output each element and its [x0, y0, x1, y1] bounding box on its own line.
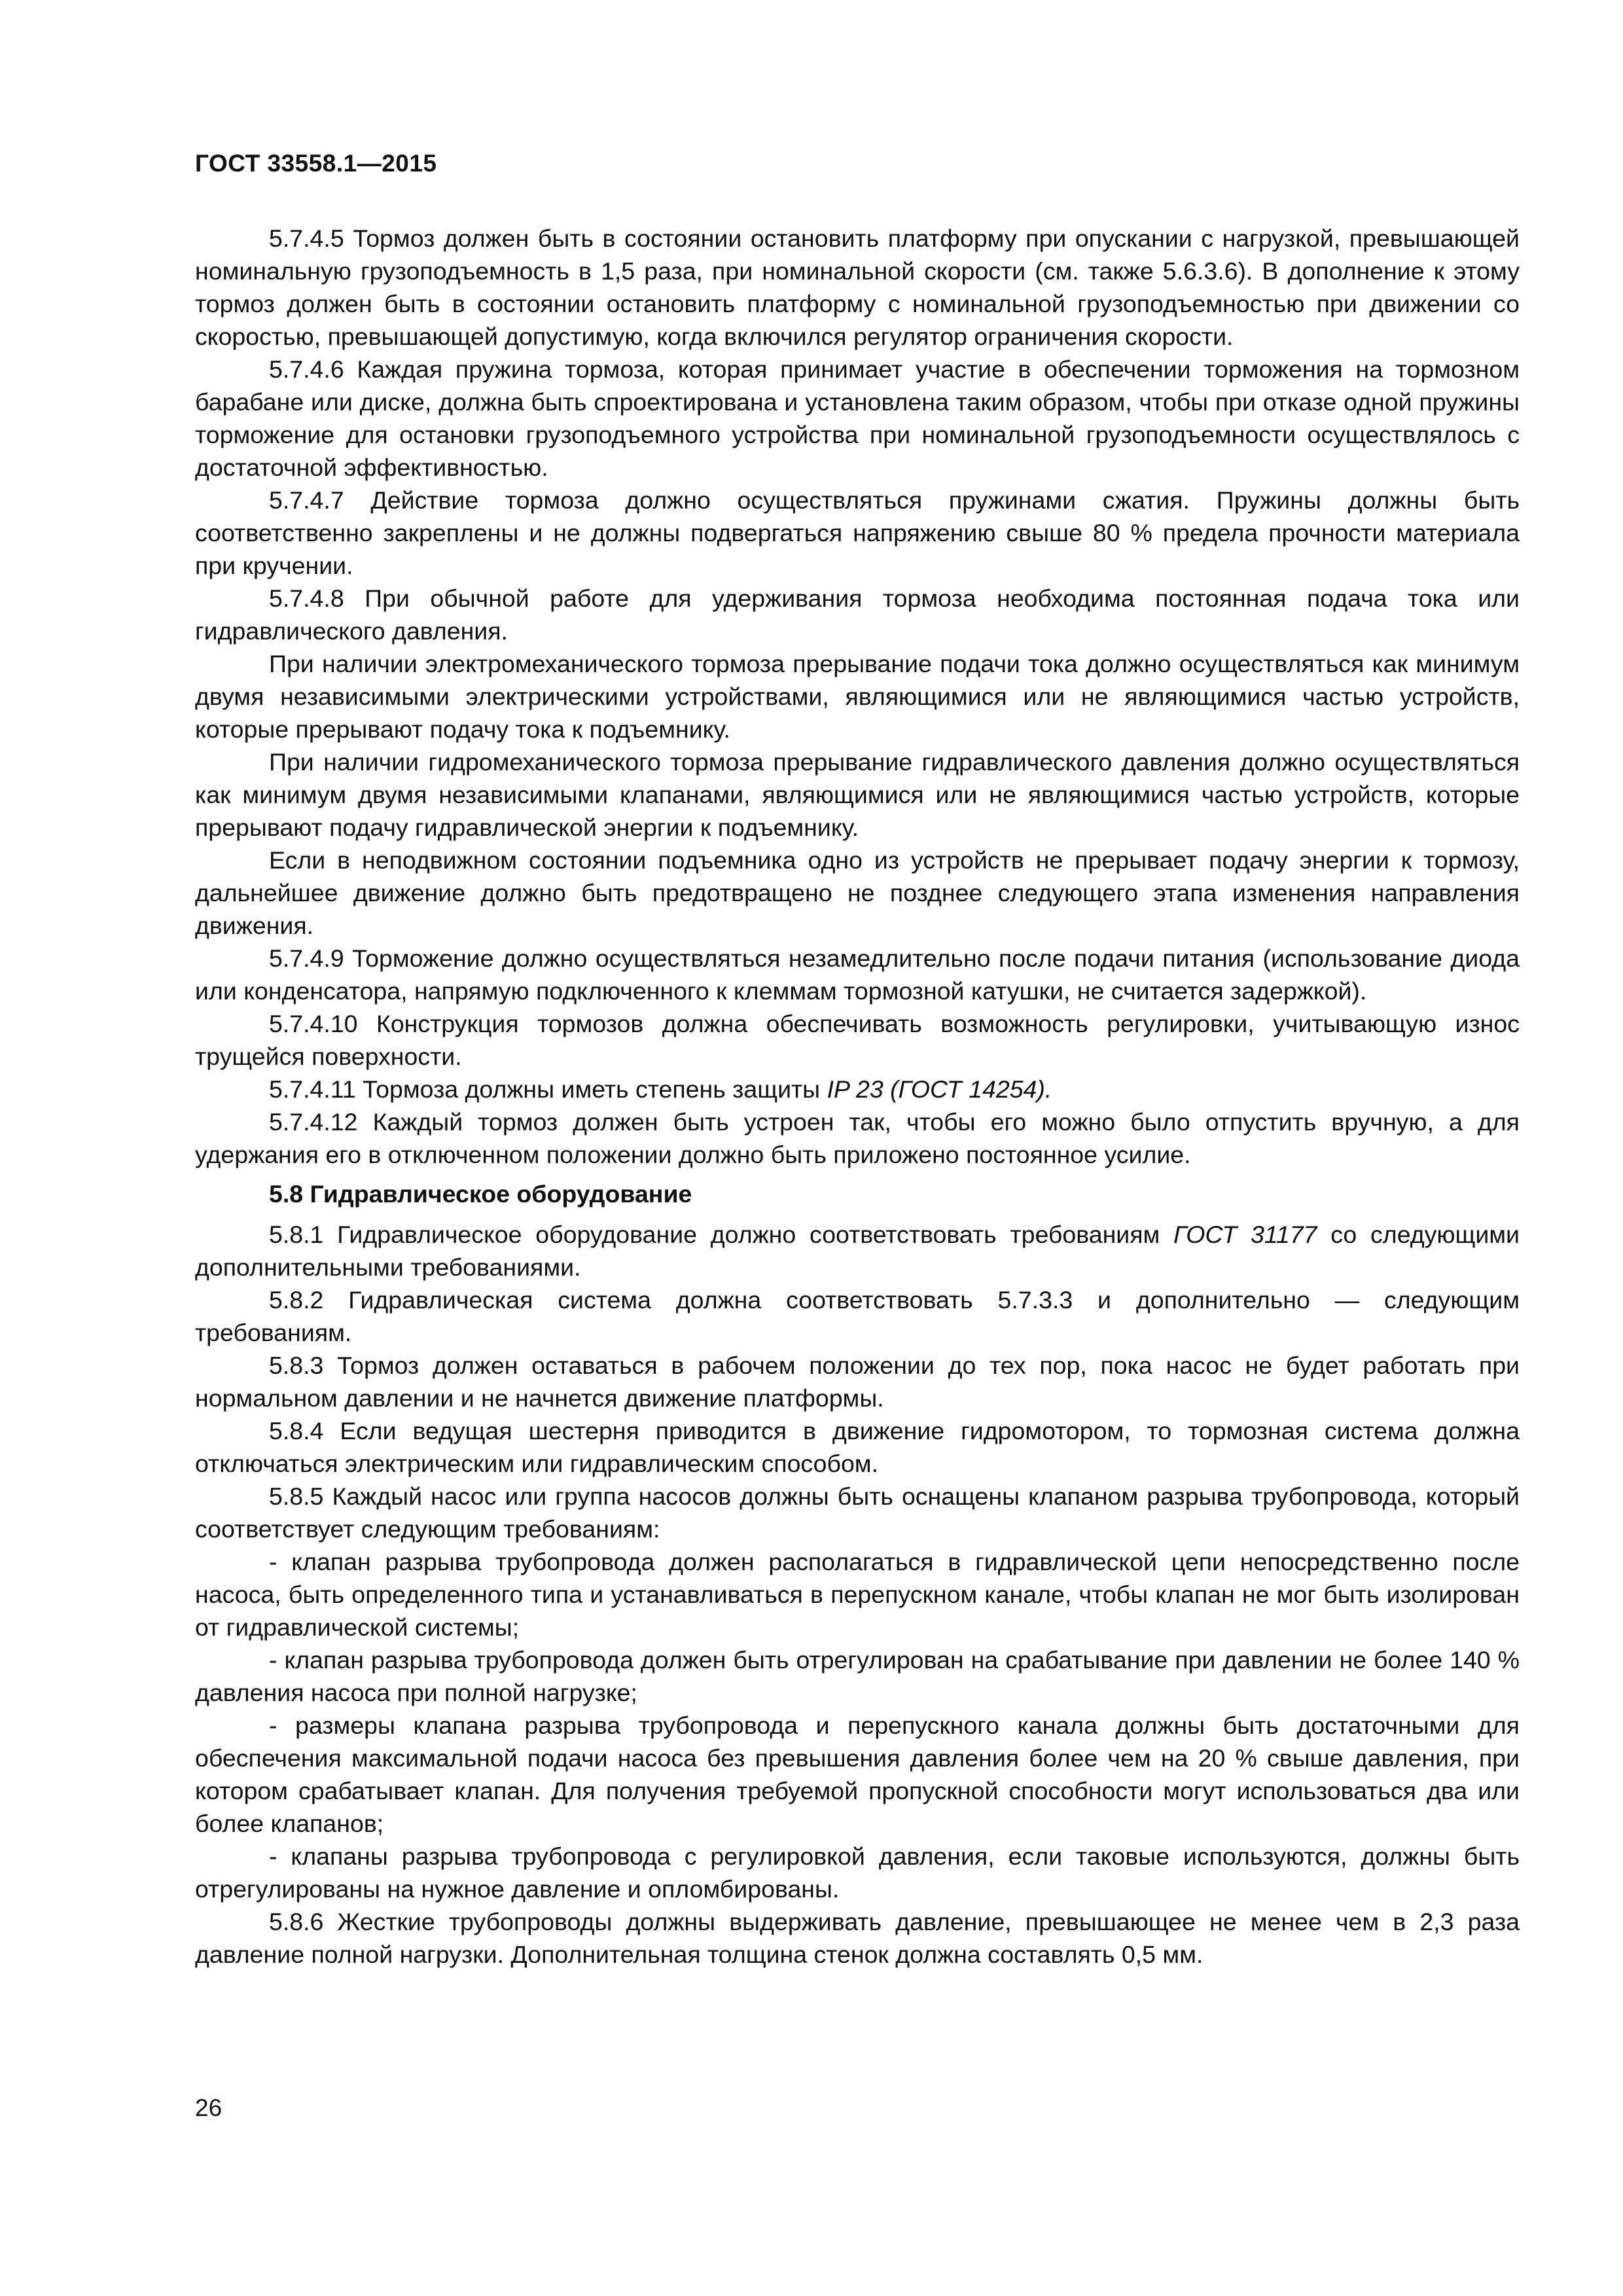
standard-reference: ГОСТ 31177	[1173, 1221, 1317, 1248]
paragraph: Если в неподвижном состоянии подъемника одно из устройств не прерывает подачу энергии к тормозу, дальнейшее движение должно быть предотвращено не позднее следующего этапа изменения направления движения.	[195, 846, 1520, 939]
page-number: 26	[195, 2094, 223, 2121]
paragraph: 5.8.5 Каждый насос или группа насосов должны быть оснащены клапаном разрыва трубопровода, который соответствует следующим требованиям:	[195, 1482, 1520, 1543]
list-item: - клапан разрыва трубопровода должен располагаться в гидравлической цепи непосредственно после насоса, быть определенного типа и устанавливаться в перепускном канале, чтобы клапан не мог быть изолирован от гидравлической системы;	[195, 1548, 1520, 1641]
paragraph: 5.7.4.10 Конструкция тормозов должна обеспечивать возможность регулировки, учитывающую износ трущейся поверхности.	[195, 1010, 1520, 1070]
list-item: - клапаны разрыва трубопровода с регулировкой давления, если таковые используются, должны быть отрегулированы на нужное давление и опломбированы.	[195, 1842, 1520, 1903]
section-title: 5.8 Гидравлическое оборудование	[269, 1180, 692, 1208]
paragraph: 5.8.6 Жесткие трубопроводы должны выдерживать давление, превышающее не менее чем в 2,3 раза давление полной нагрузки. Дополнительная толщина стенок должна составлять 0,5 мм.	[195, 1908, 1520, 1968]
paragraph: 5.8.1 Гидравлическое оборудование должно соответствовать требованиям ГОСТ 31177 со следующими дополнительными требованиями.	[195, 1221, 1520, 1281]
paragraph: 5.8.4 Если ведущая шестерня приводится в движение гидромотором, то тормозная система должна отключаться электрическим или гидравлическим способом.	[195, 1417, 1520, 1477]
list-item: - размеры клапана разрыва трубопровода и перепускного канала должны быть достаточными для обеспечения максимальной подачи насоса без превышения давления более чем на 20 % свыше давления, при котором срабатывает клапан. Для получения требуемой пропускной способности могут использоваться два или более клапанов;	[195, 1712, 1520, 1837]
body-text	[195, 222, 1520, 1971]
paragraph: 5.7.4.6 Каждая пружина тормоза, которая принимает участие в обеспечении торможения на тормозном барабане или диске, должна быть спроектирована и установлена таким образом, чтобы при отказе одной пружины торможение для остановки грузоподъемного устройства при номинальной грузоподъемности осуществлялось с достаточной эффективностью.	[195, 355, 1520, 481]
paragraph: 5.7.4.5 Тормоз должен быть в состоянии остановить платформу при опускании с нагрузкой, превышающей номинальную грузоподъемность в 1,5 раза, при номинальной скорости (см. также 5.6.3.6). В дополнение к этому тормоз должен быть в состоянии остановить платформу с номинальной грузоподъемностью при движении со скоростью, превышающей допустимую, когда включился регулятор ограничения скорости.	[195, 224, 1520, 350]
paragraph: При наличии гидромеханического тормоза прерывание гидравлического давления должно осуществляться как минимум двумя независимыми клапанами, являющимися или не являющимися частью устройств, которые прерывают подачу гидравлической энергии к подъемнику.	[195, 748, 1520, 841]
standard-header: ГОСТ 33558.1—2015	[195, 150, 437, 177]
paragraph: 5.8.2 Гидравлическая система должна соответствовать 5.7.3.3 и дополнительно — следующим требованиям.	[195, 1286, 1520, 1346]
paragraph: При наличии электромеханического тормоза прерывание подачи тока должно осуществляться как минимум двумя независимыми электрическими устройствами, являющимися или не являющимися частью устройств, которые прерывают подачу тока к подъемнику.	[195, 650, 1520, 743]
paragraph: 5.7.4.12 Каждый тормоз должен быть устроен так, чтобы его можно было отпустить вручную, а для удержания его в отключенном положении должно быть приложено постоянное усилие.	[195, 1108, 1520, 1168]
paragraph: 5.8.3 Тормоз должен оставаться в рабочем положении до тех пор, пока насос не будет работать при нормальном давлении и не начнется движение платформы.	[195, 1352, 1520, 1412]
paragraph: 5.7.4.9 Торможение должно осуществляться незамедлительно после подачи питания (использование диода или конденсатора, напрямую подключенного к клеммам тормозной катушки, не считается задержкой).	[195, 944, 1520, 1005]
paragraph: 5.7.4.7 Действие тормоза должно осуществляться пружинами сжатия. Пружины должны быть соответственно закреплены и не должны подвергаться напряжению свыше 80 % предела прочности материала при кручении.	[195, 486, 1520, 579]
paragraph: 5.7.4.11 Тормоза должны иметь степень защиты IP 23 (ГОСТ 14254).	[269, 1075, 1052, 1103]
standard-reference: IP 23 (ГОСТ 14254).	[827, 1075, 1052, 1103]
list-item: - клапан разрыва трубопровода должен быть отрегулирован на срабатывание при давлении не более 140 % давления насоса при полной нагрузке;	[195, 1646, 1520, 1706]
paragraph: 5.7.4.8 При обычной работе для удерживания тормоза необходима постоянная подача тока или гидравлического давления.	[195, 584, 1520, 645]
